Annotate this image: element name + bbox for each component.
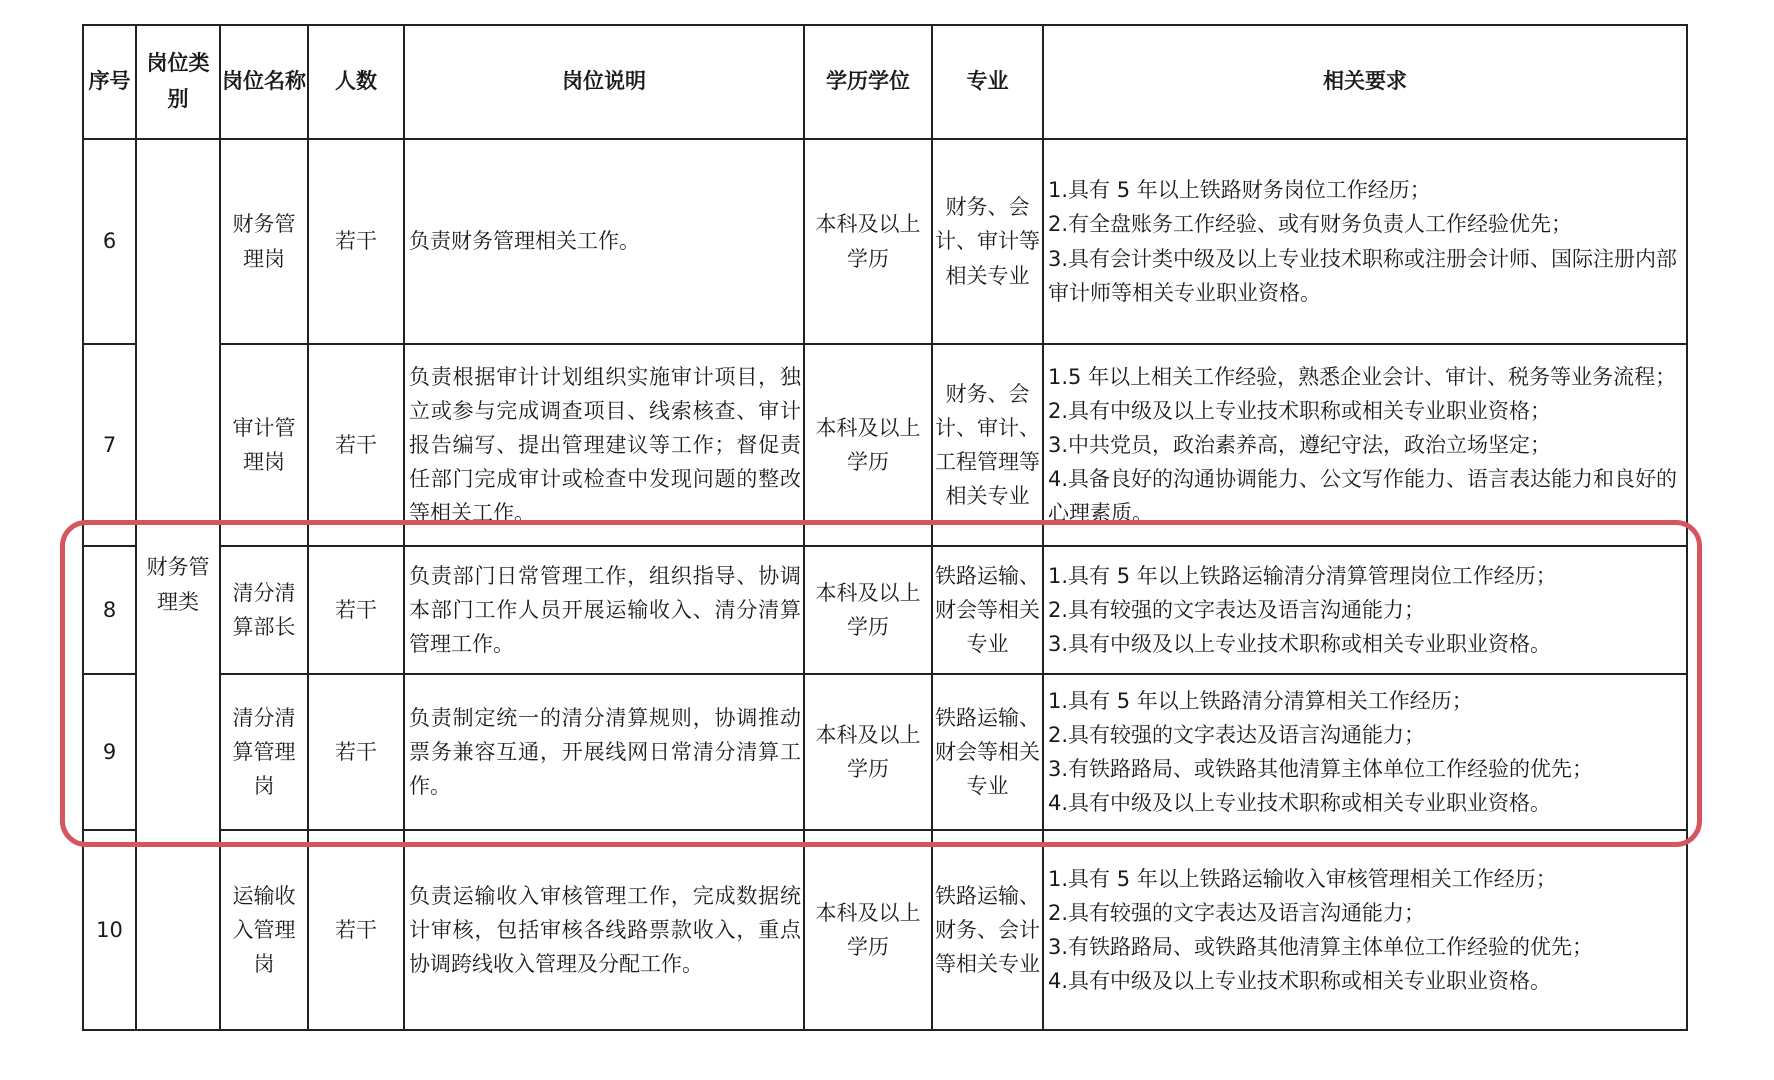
requirement-item: 3.具有会计类中级及以上专业技术职称或注册会计师、国际注册内部审计师等相关专业职业资格。 <box>1048 246 1678 305</box>
header-description: 岗位说明 <box>404 25 804 139</box>
row-education: 本科及以上学历 <box>804 139 932 344</box>
header-education: 学历学位 <box>804 25 932 139</box>
row-seq: 7 <box>83 344 136 546</box>
row-seq: 9 <box>83 674 136 830</box>
requirement-item: 2.具有中级及以上专业技术职称或相关专业职业资格； <box>1048 398 1552 423</box>
row-seq: 6 <box>83 139 136 344</box>
row-description: 负责部门日常管理工作，组织指导、协调本部门工作人员开展运输收入、清分清算管理工作。 <box>404 546 804 674</box>
requirement-item: 1.5 年以上相关工作经验，熟悉企业会计、审计、税务等业务流程； <box>1048 364 1677 389</box>
category-cell: 财务管理类 <box>136 139 220 1030</box>
requirement-item: 3.中共党员，政治素养高，遵纪守法，政治立场坚定； <box>1048 432 1552 457</box>
row-position-name: 运输收入管理岗 <box>220 830 308 1030</box>
row-seq: 8 <box>83 546 136 674</box>
row-requirements <box>1043 546 1687 674</box>
row-position-name: 清分清算管理岗 <box>220 674 308 830</box>
row-requirements <box>1043 674 1687 830</box>
row-description: 负责运输收入审核管理工作，完成数据统计审核，包括审核各线路票款收入，重点协调跨线收入管理及分配工作。 <box>404 830 804 1030</box>
row-count: 若干 <box>308 344 404 546</box>
table-row <box>83 344 1687 546</box>
table-row <box>83 139 1687 344</box>
job-posting-table <box>82 24 1688 1031</box>
header-count: 人数 <box>308 25 404 139</box>
row-position-name: 审计管理岗 <box>220 344 308 546</box>
row-count: 若干 <box>308 830 404 1030</box>
header-category: 岗位类别 <box>136 25 220 139</box>
row-count: 若干 <box>308 139 404 344</box>
row-major: 铁路运输、财会等相关专业 <box>932 546 1043 674</box>
requirement-item: 3.有铁路路局、或铁路其他清算主体单位工作经验的优先； <box>1048 935 1594 959</box>
row-count: 若干 <box>308 546 404 674</box>
row-requirements <box>1043 830 1687 1030</box>
row-seq: 10 <box>83 830 136 1030</box>
row-count: 若干 <box>308 674 404 830</box>
row-description: 负责财务管理相关工作。 <box>404 139 804 344</box>
requirement-item: 3.具有中级及以上专业技术职称或相关专业职业资格。 <box>1048 632 1552 656</box>
requirement-item: 2.有全盘账务工作经验、或有财务负责人工作经验优先； <box>1048 212 1573 237</box>
description-text: 负责根据审计计划组织实施审计项目，独立或参与完成调查项目、线索核查、审计报告编写、提出管理建议等工作；督促责任部门完成审计或检查中发现问题的整改等相关工作。 <box>409 364 801 526</box>
requirement-item: 2.具有较强的文字表达及语言沟通能力； <box>1048 722 1426 747</box>
requirement-item: 1.具有 5 年以上铁路运输收入审核管理相关工作经历； <box>1048 866 1557 891</box>
header-row <box>83 25 1687 139</box>
row-requirements <box>1043 139 1687 344</box>
header-requirements: 相关要求 <box>1043 25 1687 139</box>
table-row <box>83 674 1687 830</box>
header-seq: 序号 <box>83 25 136 139</box>
requirement-item: 1.具有 5 年以上铁路运输清分清算管理岗位工作经历； <box>1048 563 1557 588</box>
header-position-name: 岗位名称 <box>220 25 308 139</box>
row-major: 财务、会计、审计、工程管理等相关专业 <box>932 344 1043 546</box>
row-requirements <box>1043 344 1687 546</box>
row-position-name: 清分清算部长 <box>220 546 308 674</box>
requirement-item: 3.有铁路路局、或铁路其他清算主体单位工作经验的优先； <box>1048 757 1594 781</box>
requirement-item: 1.具有 5 年以上铁路清分清算相关工作经历； <box>1048 688 1473 713</box>
row-major: 铁路运输、财务、会计等相关专业 <box>932 830 1043 1030</box>
row-major: 铁路运输、财会等相关专业 <box>932 674 1043 830</box>
table-row <box>83 830 1687 1030</box>
row-major: 财务、会计、审计等相关专业 <box>932 139 1043 344</box>
header-major: 专业 <box>932 25 1043 139</box>
row-education: 本科及以上学历 <box>804 830 932 1030</box>
row-position-name: 财务管理岗 <box>220 139 308 344</box>
requirement-item: 4.具有中级及以上专业技术职称或相关专业职业资格。 <box>1048 969 1552 994</box>
requirement-item: 4.具备良好的沟通协调能力、公文写作能力、语言表达能力和良好的心理素质。 <box>1048 467 1678 526</box>
requirement-item: 2.具有较强的文字表达及语言沟通能力； <box>1048 597 1426 622</box>
row-education: 本科及以上学历 <box>804 546 932 674</box>
requirement-item: 2.具有较强的文字表达及语言沟通能力； <box>1048 900 1426 925</box>
row-education: 本科及以上学历 <box>804 344 932 546</box>
row-description <box>404 344 804 546</box>
requirement-item: 1.具有 5 年以上铁路财务岗位工作经历； <box>1048 178 1431 203</box>
row-education: 本科及以上学历 <box>804 674 932 830</box>
row-description: 负责制定统一的清分清算规则，协调推动票务兼容互通，开展线网日常清分清算工作。 <box>404 674 804 830</box>
table-row <box>83 546 1687 674</box>
requirement-item: 4.具有中级及以上专业技术职称或相关专业职业资格。 <box>1048 791 1552 816</box>
